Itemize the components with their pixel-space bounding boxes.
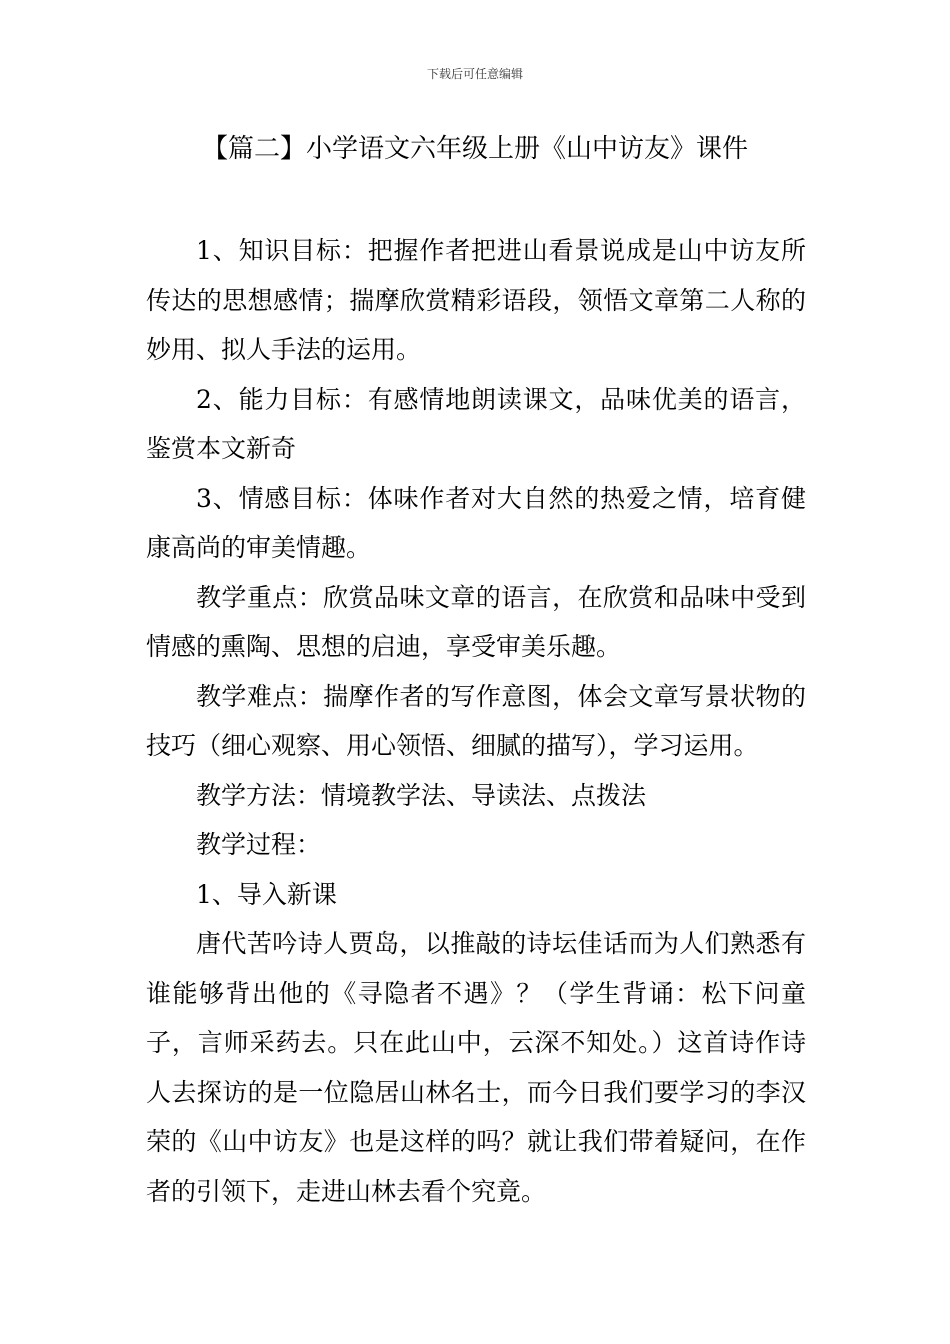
paragraph-teaching-focus: 教学重点：欣赏品味文章的语言，在欣赏和品味中受到情感的熏陶、思想的启迪，享受审美乐趣。 — [146, 582, 806, 661]
paragraph-lesson-intro: 唐代苦吟诗人贾岛，以推敲的诗坛佳话而为人们熟悉有谁能够背出他的《寻隐者不遇》？（学生背诵：松下问童子，言师采药去。只在此山中，云深不知处。）这首诗作诗人去探访的是一位隐居山林名士，而今日我们要学习的李汉荣的《山中访友》也是这样的吗？就让我们带着疑问，在作者的引领下，走进山林去看个究竟。 — [146, 929, 806, 1206]
header-note: 下载后可任意编辑 — [426, 67, 523, 81]
paragraph-knowledge-goal: 1、知识目标：把握作者把进山看景说成是山中访友所传达的思想感情；揣摩欣赏精彩语段，领悟文章第二人称的妙用、拟人手法的运用。 — [146, 236, 806, 364]
paragraph-lesson-intro-heading: 1、导入新课 — [196, 879, 337, 909]
paragraph-teaching-process: 教学过程： — [196, 830, 322, 859]
paragraph-teaching-method: 教学方法：情境教学法、导读法、点拨法 — [196, 780, 647, 810]
document-body — [146, 226, 806, 1216]
paragraph-emotion-goal: 3、情感目标：体味作者对大自然的热爱之情，培育健康高尚的审美情趣。 — [146, 483, 806, 562]
document-title: 【篇二】小学语文六年级上册《山中访友》课件 — [201, 134, 748, 164]
paragraph-teaching-difficulty: 教学难点：揣摩作者的写作意图，体会文章写景状物的技巧（细心观察、用心领悟、细腻的描写），学习运用。 — [146, 681, 806, 760]
paragraph-ability-goal: 2、能力目标：有感情地朗读课文，品味优美的语言，鉴赏本文新奇 — [146, 384, 806, 463]
